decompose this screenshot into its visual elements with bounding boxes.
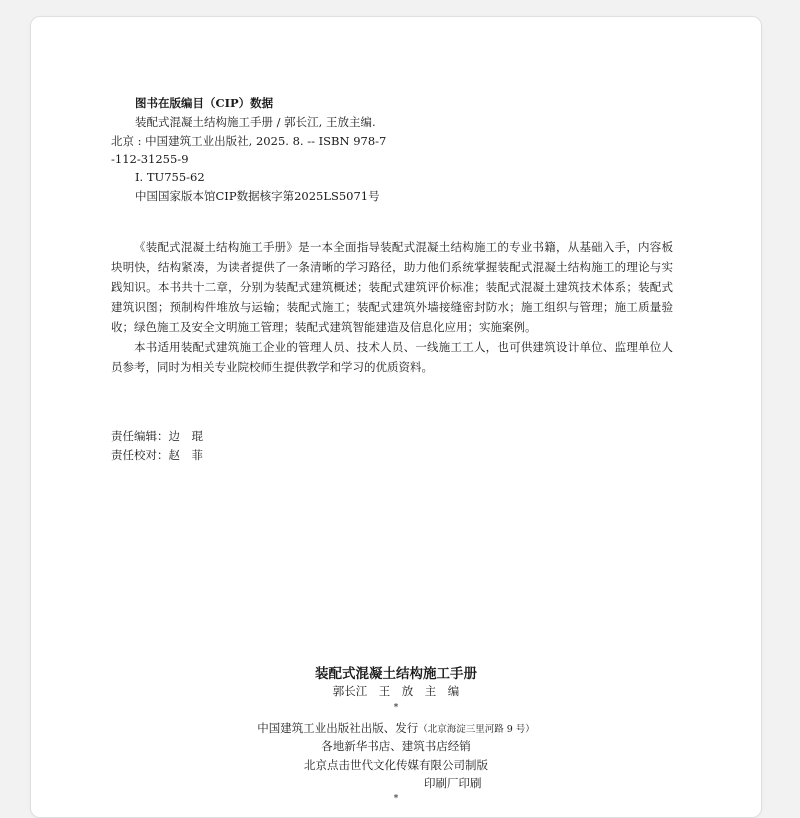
description-paragraph: 本书适用装配式建筑施工企业的管理人员、技术人员、一线施工工人，也可供建筑设计单位、监理单位人员参考，同时为相关专业院校师生提供教学和学习的优质资料。 bbox=[111, 340, 673, 374]
cip-line-publisher: 北京 : 中国建筑工业出版社, 2025. 8. -- ISBN 978-7 bbox=[111, 134, 387, 148]
colophon-authors: 郭长江 王 放 主 编 bbox=[332, 684, 460, 698]
colophon-typesetter: 北京点击世代文化传媒有限公司制版 bbox=[304, 758, 488, 772]
responsible-proofreader: 责任校对：赵 菲 bbox=[111, 448, 203, 462]
cip-title: 图书在版编目（CIP）数据 bbox=[135, 96, 274, 110]
colophon-separator-2: * bbox=[393, 794, 399, 804]
cip-line-isbn-cont: -112-31255-9 bbox=[111, 152, 189, 166]
colophon-printer: 印刷厂印刷 bbox=[424, 776, 482, 790]
colophon-distributor: 各地新华书店、建筑书店经销 bbox=[321, 739, 471, 753]
publisher-address: （北京海淀三里河路 9 号） bbox=[418, 724, 535, 735]
colophon-separator: * bbox=[393, 703, 399, 713]
responsible-editor: 责任编辑：边 琨 bbox=[111, 429, 203, 443]
description-paragraph: 《装配式混凝土结构施工手册》是一本全面指导装配式混凝土结构施工的专业书籍，从基础入手，内容板块明快，结构紧凑，为读者提供了一条清晰的学习路径，助力他们系统掌握装配式混凝土结构施工的理论与实践知识。本书共十二章，分别为装配式建筑概述；装配式建筑评价标准；装配式混凝土建筑技术体系；装配式建筑识图；预制构件堆放与运输；装配式施工；装配式建筑外墙接缝密封防水；施工组织与管理；施工质量验收；绿色施工及安全文明施工管理；装配式建筑智能建造及信息化应用；实施案例。 bbox=[111, 240, 673, 334]
book-description bbox=[111, 237, 673, 377]
colophon-book-title: 装配式混凝土结构施工手册 bbox=[315, 666, 477, 682]
colophon-publisher bbox=[31, 720, 761, 736]
publisher-name: 中国建筑工业出版社出版、发行 bbox=[257, 721, 419, 735]
book-copyright-page bbox=[30, 16, 762, 818]
cip-line-classification: Ⅰ. TU755-62 bbox=[135, 170, 205, 184]
cip-line-book-info: 装配式混凝土结构施工手册 / 郭长江, 王放主编. bbox=[135, 115, 376, 129]
cip-line-record-number: 中国国家版本馆CIP数据核字第2025LS5071号 bbox=[135, 189, 380, 203]
